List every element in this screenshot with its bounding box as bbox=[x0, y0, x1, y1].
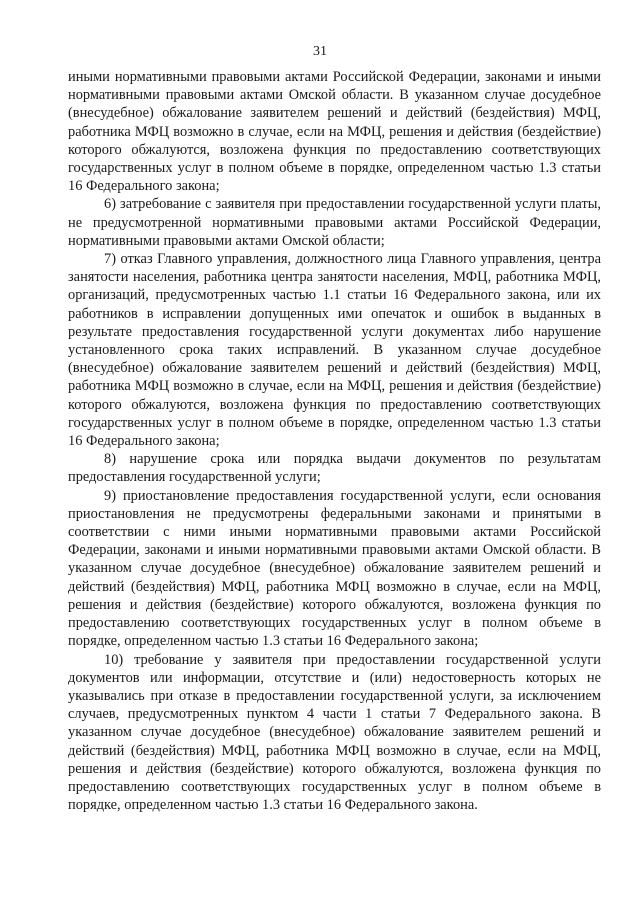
document-body bbox=[68, 68, 601, 814]
paragraph-item-7: 7) отказ Главного управления, должностного лица Главного управления, центра занятости населения, работника центра занятости населения, МФЦ, работника МФЦ, организаций, предусмотренных частью 1.1 статьи 16 Федерального закона, или их работников в исправлении допущенных ими опечаток и ошибок в выданных в результате предоставления государственной услуги документах либо нарушение установленного срока таких исправлений. В указанном случае досудебное (внесудебное) обжалование заявителем решений и действий (бездействия) МФЦ, работника МФЦ возможно в случае, если на МФЦ, решения и действия (бездействие) которого обжалуются, возложена функция по предоставлению соответствующих государственных услуг в полном объеме в порядке, определенном частью 1.3 статьи 16 Федерального закона; bbox=[68, 251, 601, 450]
page-number: 31 bbox=[313, 44, 327, 59]
paragraph-continuation: иными нормативными правовыми актами Российской Федерации, законами и иными нормативными правовыми актами Омской области. В указанном случае досудебное (внесудебное) обжалование заявителем решений и действий (бездействия) МФЦ, работника МФЦ возможно в случае, если на МФЦ, решения и действия (бездействие) которого обжалуются, возложена функция по предоставлению соответствующих государственных услуг в полном объеме в порядке, определенном частью 1.3 статьи 16 Федерального закона; bbox=[68, 69, 601, 195]
paragraph-item-8: 8) нарушение срока или порядка выдачи документов по результатам предоставления государственной услуги; bbox=[68, 451, 601, 486]
paragraph-item-9: 9) приостановление предоставления государственной услуги, если основания приостановления не предусмотрены федеральными законами и принятыми в соответствии с ними иными нормативными правовыми актами Российской Федерации, законами и иными нормативными правовыми актами Омской области. В указанном случае досудебное (внесудебное) обжалование заявителем решений и действий (бездействия) МФЦ, работника МФЦ возможно в случае, если на МФЦ, решения и действия (бездействие) которого обжалуются, возложена функция по предоставлению соответствующих государственных услуг в полном объеме в порядке, определенном частью 1.3 статьи 16 Федерального закона; bbox=[68, 487, 601, 650]
paragraph-item-6: 6) затребование с заявителя при предоставлении государственной услуги платы, не предусмотренной нормативными правовыми актами Российской Федерации, нормативными правовыми актами Омской области; bbox=[68, 196, 601, 249]
paragraph-item-10: 10) требование у заявителя при предоставлении государственной услуги документов или информации, отсутствие и (или) недостоверность которых не указывались при отказе в предоставлении государственной услуги, за исключением случаев, предусмотренных пунктом 4 части 1 статьи 7 Федерального закона. В указанном случае досудебное (внесудебное) обжалование заявителем решений и действий (бездействия) МФЦ, работника МФЦ возможно в случае, если на МФЦ, решения и действия (бездействие) которого обжалуются, возложена функция по предоставлению соответствующих государственных услуг в полном объеме в порядке, определенном частью 1.3 статьи 16 Федерального закона. bbox=[68, 651, 601, 814]
